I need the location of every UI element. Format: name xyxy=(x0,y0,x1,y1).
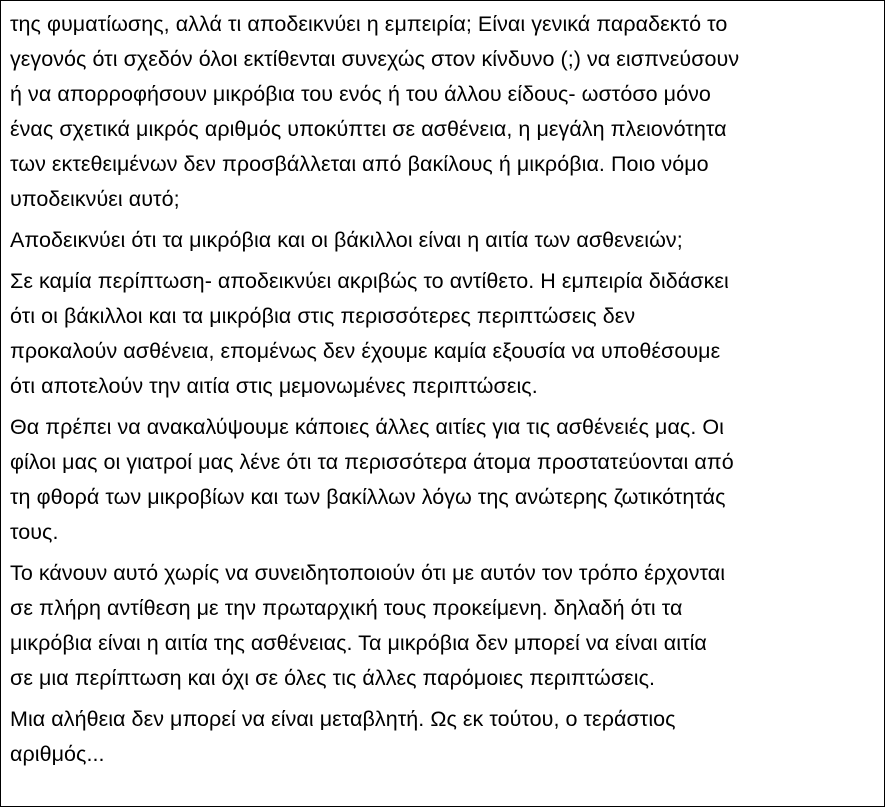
paragraph-1 xyxy=(10,7,878,217)
text-line: ένας σχετικά μικρός αριθμός υποκύπτει σε ασθένεια, η μεγάλη πλειονότητα xyxy=(10,117,727,141)
text-line: υποδεικνύει αυτό; xyxy=(10,187,180,211)
text-line: των εκτεθειμένων δεν προσβάλλεται από βακίλους ή μικρόβια. Ποιο νόμο xyxy=(10,152,709,176)
paragraph-5 xyxy=(10,556,878,696)
text-line: αριθμός... xyxy=(10,742,105,766)
paragraph-4 xyxy=(10,410,878,550)
text-line: ότι αποτελούν την αιτία στις μεμονωμένες περιπτώσεις. xyxy=(10,374,538,398)
text-line: Σε καμία περίπτωση- αποδεικνύει ακριβώς το αντίθετο. Η εμπειρία διδάσκει xyxy=(10,269,729,293)
document-body xyxy=(10,7,878,778)
text-line: Μια αλήθεια δεν μπορεί να είναι μεταβλητή. Ως εκ τούτου, ο τεράστιος xyxy=(10,707,676,731)
paragraph-6 xyxy=(10,702,878,772)
text-line: Το κάνουν αυτό χωρίς να συνειδητοποιούν ότι με αυτόν τον τρόπο έρχονται xyxy=(10,561,726,585)
text-line: προκαλούν ασθένεια, επομένως δεν έχουμε καμία εξουσία να υποθέσουμε xyxy=(10,339,721,363)
text-line: ότι οι βάκιλλοι και τα μικρόβια στις περισσότερες περιπτώσεις δεν xyxy=(10,304,636,328)
text-line: Αποδεικνύει ότι τα μικρόβια και οι βάκιλλοι είναι η αιτία των ασθενειών; xyxy=(10,228,683,252)
text-line: τη φθορά των μικροβίων και των βακίλλων λόγω της ανώτερης ζωτικότητάς xyxy=(10,485,726,509)
paragraph-2 xyxy=(10,223,878,258)
text-line: μικρόβια είναι η αιτία της ασθένειας. Τα μικρόβια δεν μπορεί να είναι αιτία xyxy=(10,631,707,655)
text-line: σε μια περίπτωση και όχι σε όλες τις άλλες παρόμοιες περιπτώσεις. xyxy=(10,666,656,690)
text-line: τους. xyxy=(10,520,59,544)
paragraph-3 xyxy=(10,264,878,404)
text-line: φίλοι μας οι γιατροί μας λένε ότι τα περισσότερα άτομα προστατεύονται από xyxy=(10,450,734,474)
text-line: Θα πρέπει να ανακαλύψουμε κάποιες άλλες αιτίες για τις ασθένειές μας. Οι xyxy=(10,415,724,439)
text-line: γεγονός ότι σχεδόν όλοι εκτίθενται συνεχώς στον κίνδυνο (;) να εισπνεύσουν xyxy=(10,47,740,71)
text-line: σε πλήρη αντίθεση με την πρωταρχική τους προκείμενη. δηλαδή ότι τα xyxy=(10,596,683,620)
text-line: ή να απορροφήσουν μικρόβια του ενός ή του άλλου είδους- ωστόσο μόνο xyxy=(10,82,711,106)
text-line: της φυματίωσης, αλλά τι αποδεικνύει η εμπειρία; Είναι γενικά παραδεκτό το xyxy=(10,12,728,36)
